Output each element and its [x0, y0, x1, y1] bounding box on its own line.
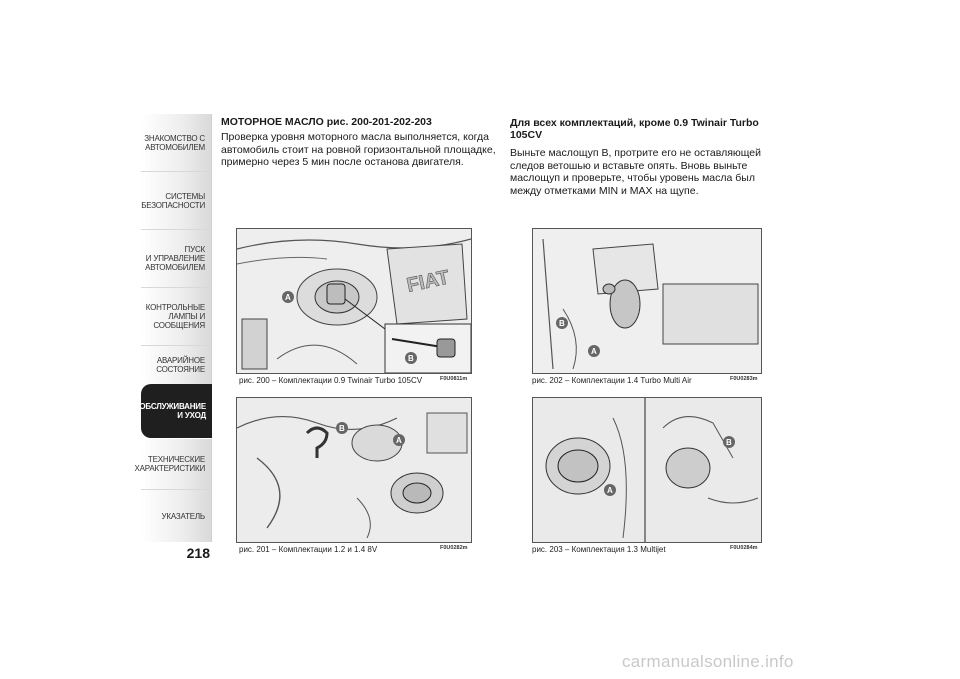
figure-203-image: [532, 397, 762, 543]
figure-200-code: F0U0811m: [440, 376, 468, 382]
watermark: carmanualsonline.info: [622, 652, 794, 671]
page-number: 218: [186, 545, 210, 561]
tab-maintenance[interactable]: [124, 384, 212, 438]
tab-label: СИСТЕМЫ БЕЗОПАСНОСТИ: [141, 191, 205, 210]
callout-b-label: B: [408, 354, 414, 363]
figure-202-caption: рис. 202 – Комплектации 1.4 Turbo Multi Air: [532, 376, 692, 385]
tab-label: ПУСК И УПРАВЛЕНИЕ АВТОМОБИЛЕМ: [145, 245, 205, 272]
figure-200-caption: рис. 200 – Комплектации 0.9 Twinair Turbo 105CV: [239, 376, 423, 385]
figure-203-code: F0U0284m: [730, 545, 758, 551]
figure-200-image: [236, 228, 472, 374]
instruction-paragraph: Выньте маслощуп B, протрите его не оставляющей следов ветошью и вставьте опять. Вновь выньте маслощуп и проверьте, чтобы уровень масла был между отметками MIN и MAX на щупе.: [510, 147, 762, 197]
figure-202-image: [532, 228, 762, 374]
figure-202-code: F0U0283m: [730, 376, 758, 382]
tab-vehicle-intro[interactable]: [141, 114, 212, 171]
tab-label: ТЕХОБСЛУЖИВАНИЕ И УХОД: [124, 402, 206, 420]
section-heading: МОТОРНОЕ МАСЛО рис. 200-201-202-203: [221, 116, 432, 128]
figure-201-image: [236, 397, 472, 543]
intro-paragraph: Проверка уровня моторного масла выполняется, когда автомобиль стоит на ровной горизонтальной площадке, примерно через 5 мин после останова двигателя.: [221, 131, 496, 168]
tab-specifications[interactable]: [134, 439, 212, 489]
figure-201-caption: рис. 201 – Комплектации 1.2 и 1.4 8V: [239, 545, 378, 554]
callout-b-label: B: [339, 424, 345, 433]
callout-b-label: B: [726, 438, 732, 447]
callout-a-label: A: [285, 293, 291, 302]
tab-index[interactable]: [141, 490, 212, 542]
tab-warning-lights[interactable]: [141, 288, 212, 345]
callout-a-label: A: [607, 486, 613, 495]
tab-emergency[interactable]: [141, 346, 212, 384]
tab-label: АВАРИЙНОЕ СОСТОЯНИЕ: [156, 356, 205, 374]
callout-b-label: B: [559, 319, 565, 328]
tab-start-driving[interactable]: [141, 230, 212, 287]
figure-203-caption: рис. 203 – Комплектация 1.3 Multijet: [532, 545, 666, 554]
fiat-logo: FIAT: [404, 266, 452, 297]
tab-label: ЗНАКОМСТВО С АВТОМОБИЛЕМ: [144, 133, 205, 152]
tab-label: ТЕХНИЧЕСКИЕ ХАРАКТЕРИСТИКИ: [134, 455, 205, 473]
callout-a-label: A: [396, 436, 402, 445]
tab-label: КОНТРОЛЬНЫЕ ЛАМПЫ И СООБЩЕНИЯ: [145, 303, 205, 330]
subsection-heading: Для всех комплектаций, кроме 0.9 Twinair Turbo 105CV: [510, 117, 759, 141]
callout-a-label: A: [591, 347, 597, 356]
figure-201-code: F0U0282m: [440, 545, 468, 551]
tab-safety-systems[interactable]: [141, 172, 212, 229]
tab-label: УКАЗАТЕЛЬ: [161, 511, 205, 521]
